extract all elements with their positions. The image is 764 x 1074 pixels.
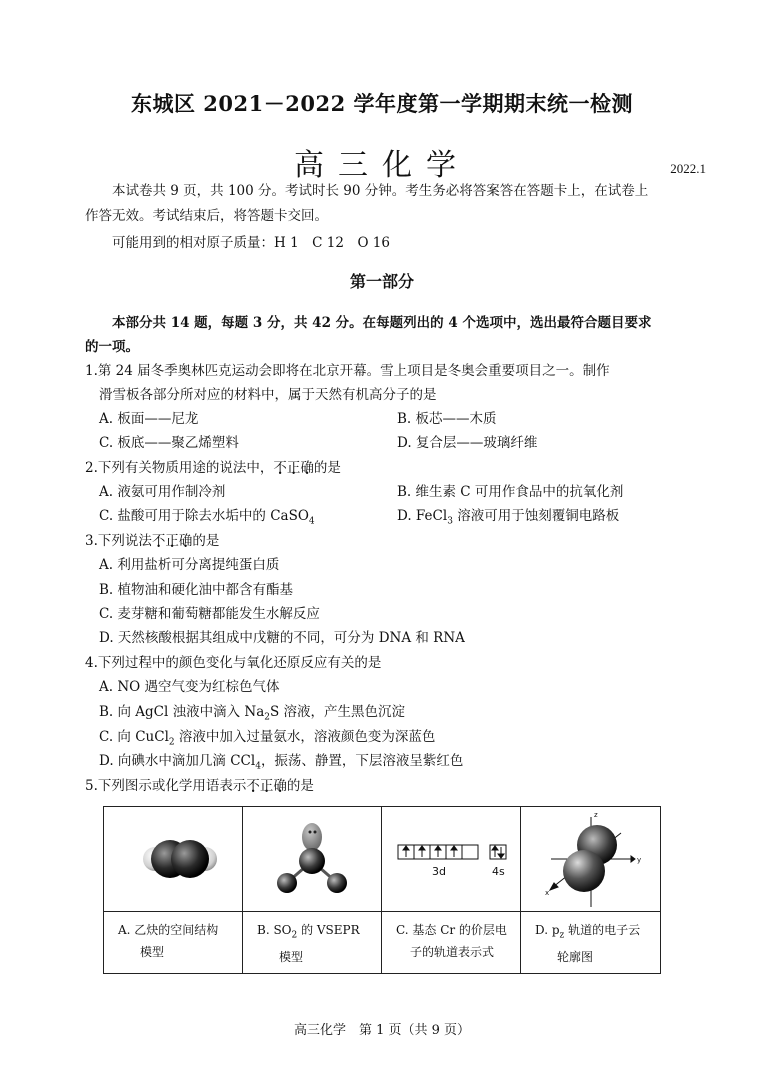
carbon-atom-right [171,840,209,878]
q3-stem-post: 的是 [192,533,220,549]
q3-stem [85,531,219,551]
q5-caption-b-post: 的 VSEPR [297,923,360,937]
q3-emph-3: 确 [178,533,193,549]
intro-line-2: 作答无效。考试结束后，将答题卡交回。 [85,208,328,224]
so2-vsepr-model-image [243,807,382,911]
3d-orbital-boxes [398,845,506,859]
orbital-lobe-lower [563,850,605,892]
axis-label-y: y [637,856,642,864]
section-instruction-1: 本部分共 14 题，每题 3 分，共 42 分。在每题列出的 4 个选项中，选出最符合题目要求 [112,315,652,331]
q5-caption-a-2: 模型 [140,945,165,959]
sulfur-atom [299,848,325,874]
q5-cell-c [382,807,521,973]
q5-caption-b-sub: 2 [291,930,298,941]
intro-line-1: 本试卷共 9 页，共 100 分。考试时长 90 分钟。考生务必将答案答在答题卡上，在试卷上 [112,183,649,199]
q3-option-c: C. 麦芽糖和葡萄糖都能发生水解反应 [99,606,320,622]
q5-caption-d [535,919,653,968]
q2-stem-pre: 2.下列有关物质用途的说法中， [85,460,274,476]
pz-orbital-image [521,807,660,911]
q2-emph-2: 正 [286,460,301,476]
electron-arrows [403,846,504,858]
cr-orbital-diagram-image [382,807,521,911]
q1-option-b: B. 板芯——木质 [397,411,497,427]
q2-option-b: B. 维生素 C 可用作食品中的抗氧化剂 [397,484,624,500]
page-footer: 高三化学 第 1 页（共 9 页） [293,1023,471,1038]
q4-option-c-post: 溶液中加入过量氨水，溶液颜色变为深蓝色 [174,729,436,745]
label-4s: 4s [492,865,505,878]
q3-option-b: B. 植物油和硬化油中都含有酯基 [99,582,294,598]
q4-option-d-post: ，振荡、静置，下层溶液呈紫红色 [260,753,464,769]
q5-emph-3: 确 [273,778,287,794]
q3-emph-1: 不 [151,533,166,549]
q5-caption-a [118,919,236,963]
q5-caption-d-sub: z [559,930,565,941]
q2-option-d [397,506,619,532]
q4-option-d [99,751,463,777]
section-instruction-2: 的一项。 [85,339,139,355]
acetylene-model-image [104,807,243,911]
4s-orbital-box [490,845,506,859]
q2-option-d-post: 溶液可用于蚀刻覆铜电路板 [452,508,620,524]
q4-option-c [99,727,435,753]
q2-option-c-sub: 4 [308,516,315,527]
q1-stem-1: 1.第 24 届冬季奥林匹克运动会即将在北京开幕。雪上项目是冬奥会重要项目之一。制作 [85,363,610,379]
lone-pair-lobe [302,823,322,851]
intro-line-3: 可能用到的相对原子质量：H 1 C 12 O 16 [112,235,390,251]
exam-subtitle: 高三化学 [294,148,470,183]
q5-cell-d [521,807,660,973]
q4-option-a: A. NO 遇空气变为红棕色气体 [99,679,280,695]
q2-emph-1: 不 [273,460,287,476]
exam-title: 东城区 2021－2022 学年度第一学期期末统一检测 [130,91,633,116]
q1-option-a: A. 板面——尼龙 [99,411,199,427]
section-title: 第一部分 [349,272,414,291]
oxygen-atom-right [327,873,347,893]
q1-option-d: D. 复合层——玻璃纤维 [397,435,538,451]
oxygen-atom-left [277,873,297,893]
q4-stem: 4.下列过程中的颜色变化与氧化还原反应有关的是 [85,655,382,671]
q2-stem-post: 的是 [313,460,341,476]
q2-option-c-text: C. 盐酸可用于除去水垢中的 CaSO [99,508,309,524]
q5-caption-b-1 [257,923,360,941]
q1-option-c: C. 板底——聚乙烯塑料 [99,435,239,451]
q2-emph-3: 确 [300,460,314,476]
axis-label-x: x [545,889,550,897]
q5-emph-2: 正 [259,778,274,794]
exam-date: 2022.1 [670,161,706,176]
q5-caption-a-1: A. 乙炔的空间结构 [118,923,219,937]
q5-emph-1: 不 [246,778,260,794]
q5-stem-pre: 5.下列图示或化学用语表示 [85,778,247,794]
q4-option-c-sub: 2 [168,737,175,748]
q5-caption-b-text: B. SO [257,923,292,937]
q4-option-d-text: D. 向碘水中滴加几滴 CCl [99,753,256,769]
q5-cell-a [104,807,243,973]
q2-option-d-text: D. FeCl [397,508,448,524]
q5-caption-b [257,919,375,968]
q2-stem [85,458,341,478]
q3-stem-pre: 3.下列说法 [85,533,152,549]
q4-option-b-text: B. 向 AgCl 浊液中滴入 Na [99,704,265,720]
label-3d: 3d [432,865,446,878]
q5-stem-post: 的是 [286,778,314,794]
q3-option-d: D. 天然核酸根据其组成中戊糖的不同，可分为 DNA 和 RNA [99,630,465,646]
q4-option-b [99,702,405,728]
q2-option-a: A. 液氨可用作制冷剂 [99,484,226,500]
q4-option-d-sub: 4 [255,761,261,772]
q2-option-d-sub: 3 [447,516,453,527]
q1-stem-2: 滑雪板各部分所对应的材料中，属于天然有机高分子的是 [99,387,437,403]
axis-label-z: z [594,811,598,819]
q5-caption-b-2: 模型 [279,950,304,965]
q5-caption-d-1 [535,923,641,941]
q4-option-b-sub: 2 [264,712,271,723]
q5-caption-d-2: 轮廓图 [557,950,594,965]
q5-figure-table [103,806,661,974]
q4-option-c-text: C. 向 CuCl [99,729,169,745]
q5-caption-d-text: D. p [535,923,560,937]
q2-option-c [99,506,315,532]
q4-option-b-post: S 溶液，产生黑色沉淀 [270,704,406,720]
q5-cell-b [243,807,382,973]
q5-caption-c-2: 子的轨道表示式 [410,945,495,959]
q5-caption-c-1: C. 基态 Cr 的价层电 [396,923,507,937]
q5-caption-d-post: 轨道的电子云 [564,923,641,937]
q5-stem [85,776,314,796]
q3-option-a: A. 利用盐析可分离提纯蛋白质 [99,557,280,573]
q5-caption-c [396,919,514,963]
q3-emph-2: 正 [165,533,179,549]
